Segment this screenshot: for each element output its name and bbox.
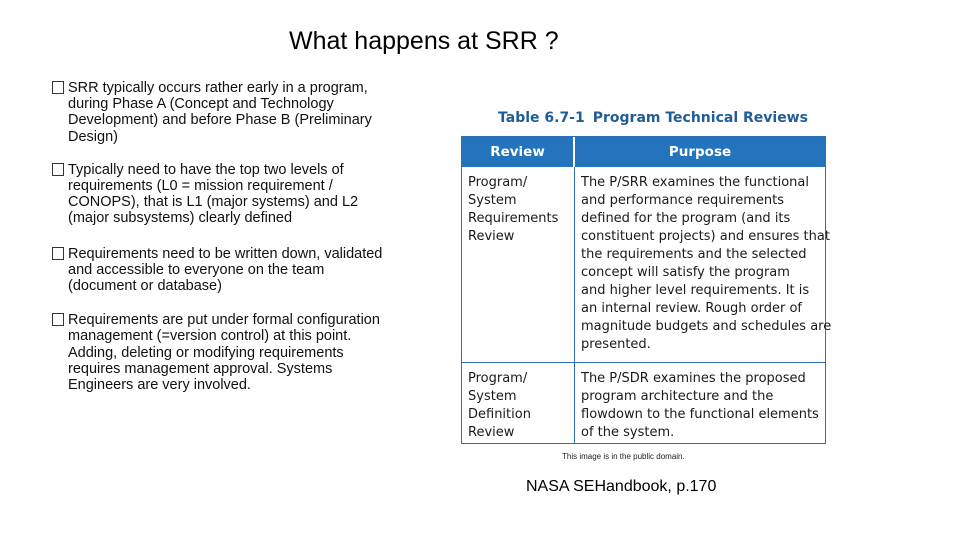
cell-line: of the system. [581,425,675,440]
table-caption-title: Program Technical Reviews [592,110,808,126]
bullet-line: management (=version control) at this point. [68,328,352,345]
review-cell [462,167,575,362]
cell-line: and performance requirements [581,193,784,208]
program-technical-reviews-table [461,136,832,444]
bullet-line: and accessible to everyone on the team [68,261,325,278]
purpose-cell [575,167,832,362]
cell-line: Review [468,425,515,440]
bullet-line: Design) [68,128,118,145]
cell-line: The P/SDR examines the proposed [581,371,806,386]
bullet-line: requirements (L0 = mission requirement / [68,178,333,195]
bullet-box-icon [52,247,64,260]
table-row [462,167,832,363]
bullet-box-icon [52,313,64,326]
cell-line: and higher level requirements. It is [581,283,810,298]
bullet-box-icon [52,81,64,94]
bullet-line: CONOPS), that is L1 (major systems) and L2 [68,194,359,211]
cell-line: System [468,193,517,208]
bullet-line: Requirements are put under formal configuration [68,312,380,329]
bullet-box-icon [52,163,64,176]
bullet-line: (major subsystems) clearly defined [68,210,293,227]
bullet-line: Development) and before Phase B (Preliminary [68,112,372,129]
bullet-line: SRR typically occurs rather early in a program, [68,80,368,96]
cell-line: constituent projects) and ensures that [581,229,830,244]
bullet-line: Engineers are very involved. [68,377,251,394]
cell-line: Definition [468,407,531,422]
bullet-srr-timing [52,80,452,145]
header-purpose: Purpose [668,144,732,160]
bullet-line: (document or database) [68,278,222,295]
table-caption-number: Table 6.7-1 [498,110,585,126]
cell-line: Program/ [468,371,528,386]
bullet-line: Typically need to have the top two levels of [68,161,344,178]
cell-line: program architecture and the [581,389,774,404]
bullet-configuration-management [52,312,452,393]
bullet-line: requires management approval. Systems [68,360,333,377]
table-row [462,363,825,443]
bullet-requirements-written [52,246,452,295]
cell-line: Review [468,229,515,244]
cell-line: presented. [581,337,651,352]
bullet-requirement-levels [52,162,452,227]
cell-line: flowdown to the functional elements [581,407,819,422]
bullet-line: during Phase A (Concept and Technology [68,96,334,113]
table-header-row [462,137,825,167]
cell-line: The P/SRR examines the functional [581,175,809,190]
header-review: Review [462,137,575,167]
slide-title: What happens at SRR ? [289,27,559,55]
bullet-line: Adding, deleting or modifying requirements [68,344,344,361]
cell-line: concept will satisfy the program [581,265,790,280]
purpose-cell [575,363,825,443]
bullet-list [52,80,452,393]
cell-line: defined for the program (and its [581,211,791,226]
cell-line: an internal review. Rough order of [581,301,803,316]
table-caption [498,110,808,126]
source-citation: NASA SEHandbook, p.170 [526,478,717,495]
cell-line: the requirements and the selected [581,247,807,262]
bullet-line: Requirements need to be written down, validated [68,245,383,262]
cell-line: System [468,389,517,404]
cell-line: magnitude budgets and schedules are [581,319,832,334]
cell-line: Requirements [468,211,559,226]
cell-line: Program/ [468,175,528,190]
review-cell [462,363,575,443]
image-credit: This image is in the public domain. [562,452,685,461]
